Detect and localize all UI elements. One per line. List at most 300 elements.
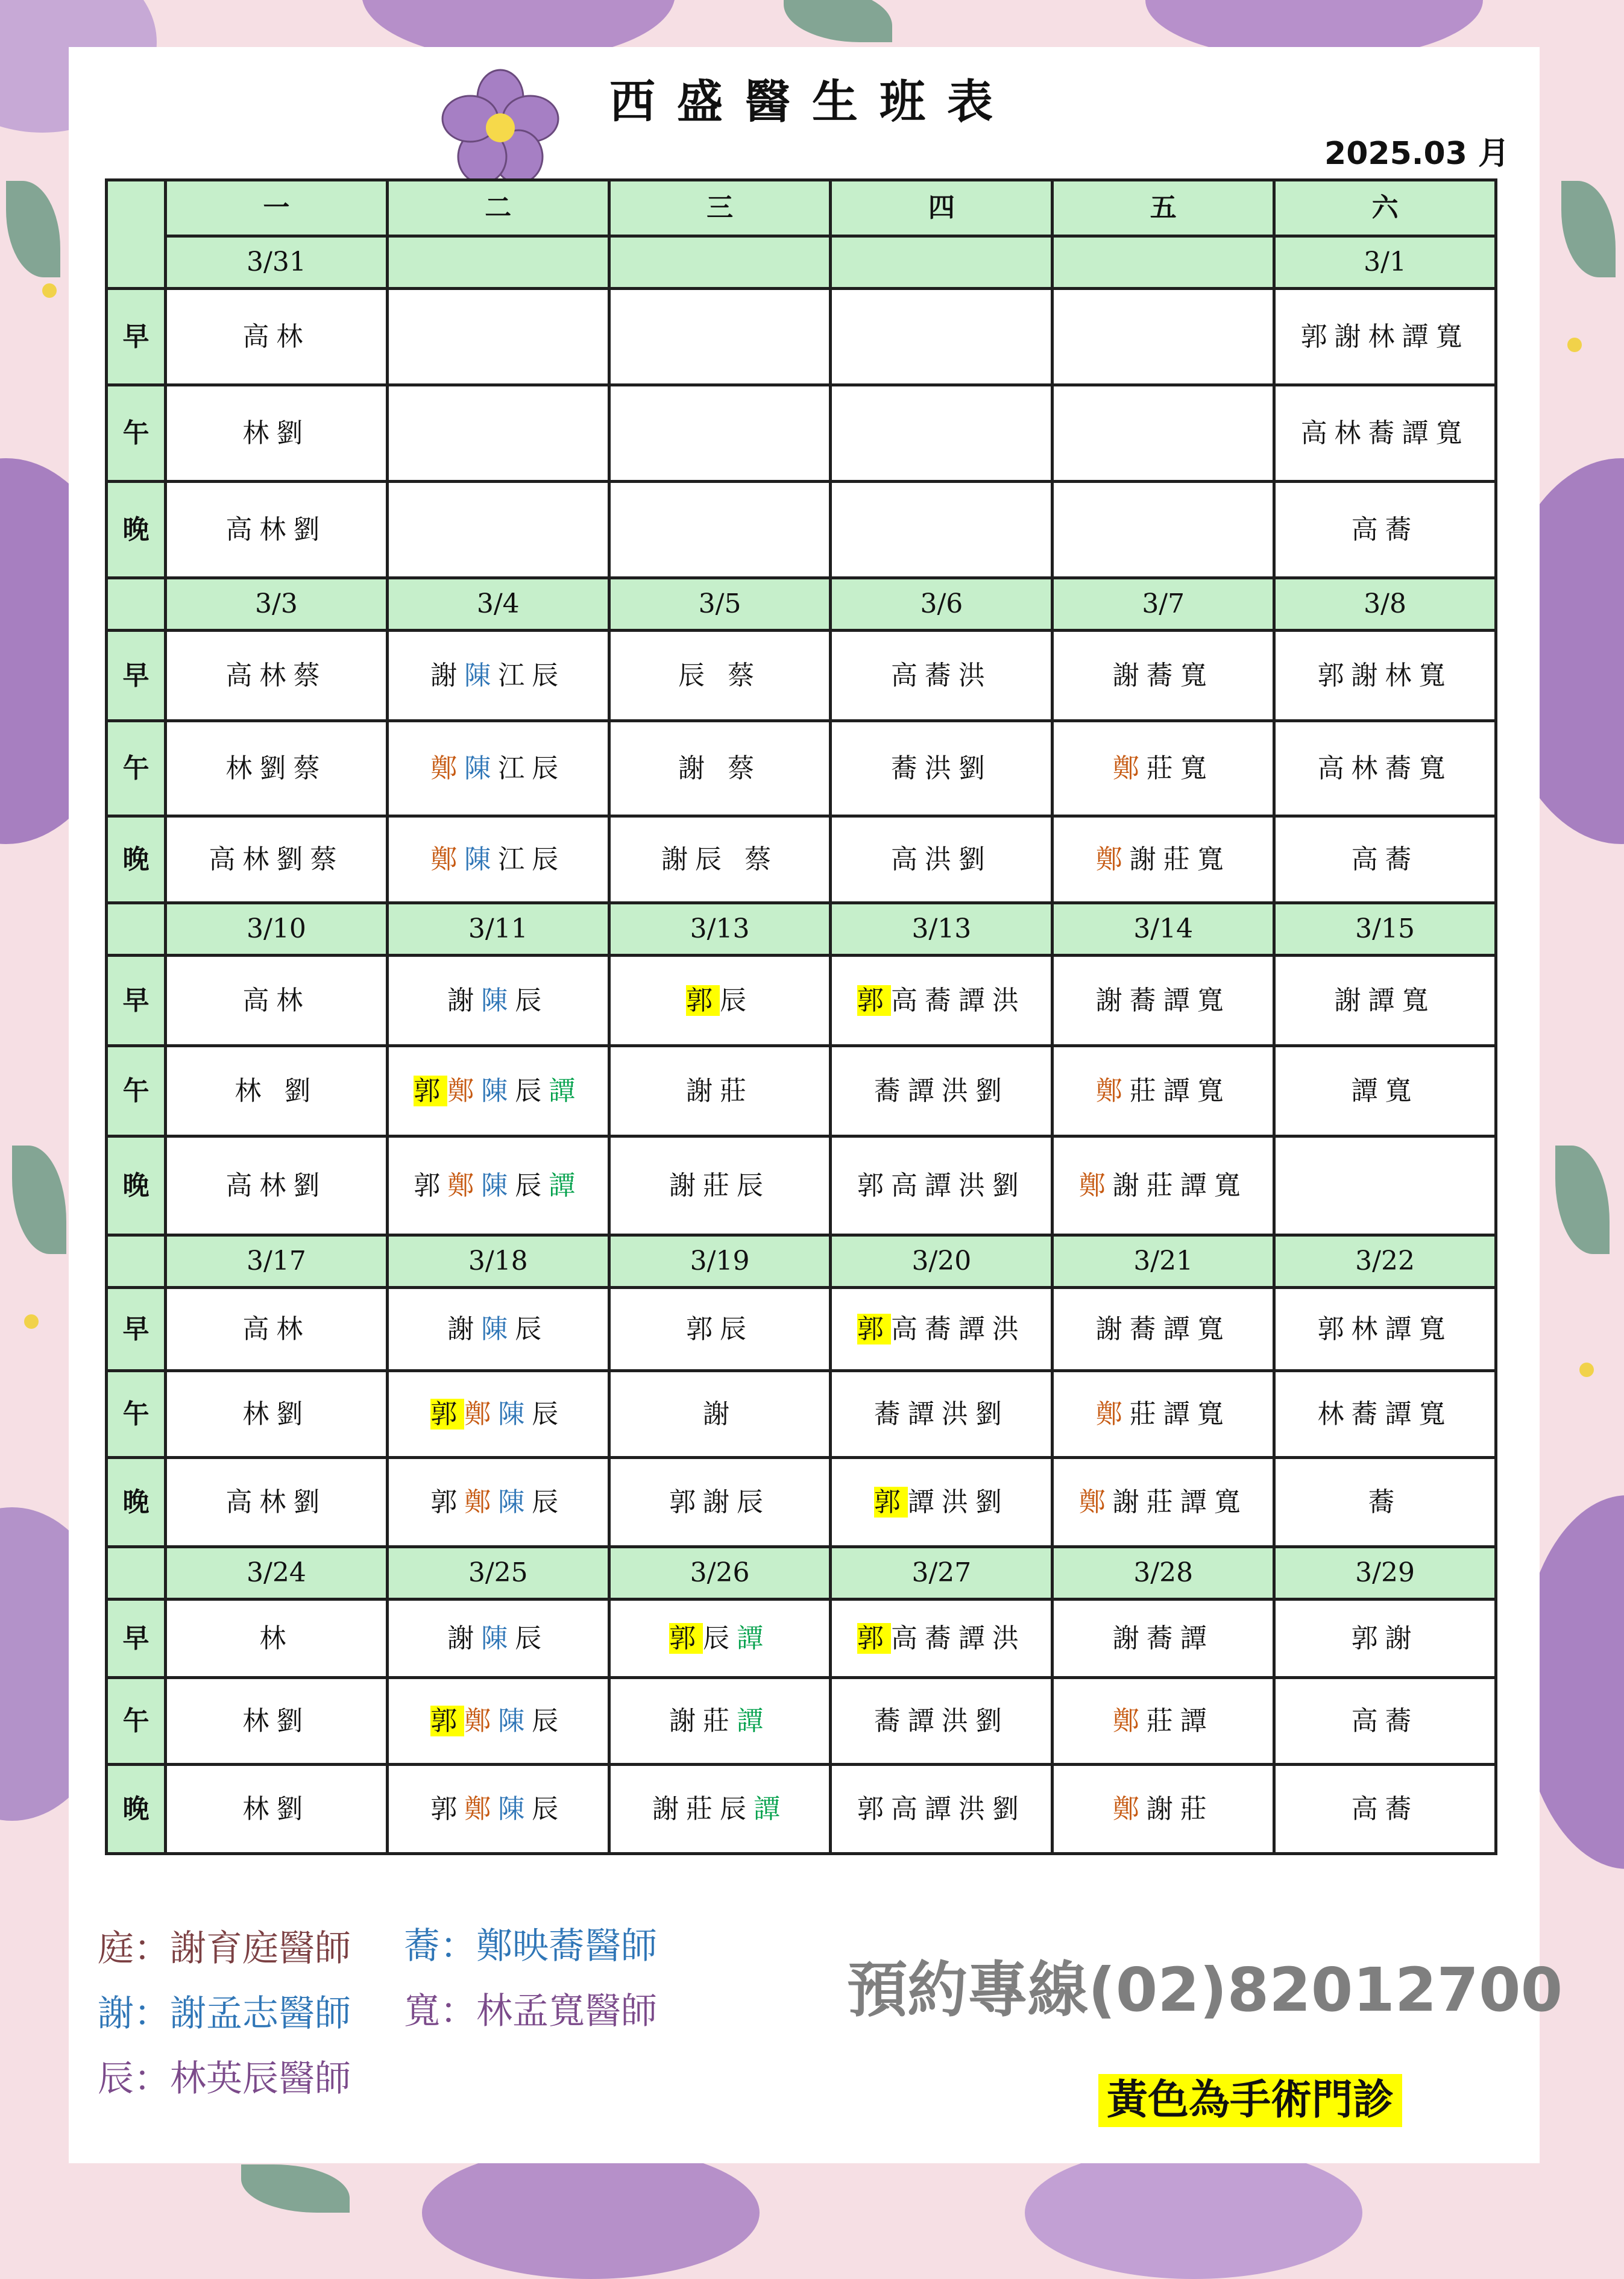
date-cell: 3/8 bbox=[1274, 578, 1496, 631]
shift-cell bbox=[831, 1678, 1053, 1765]
shift-cell bbox=[609, 1678, 831, 1765]
doctor-name: 高蕎譚洪 bbox=[890, 1313, 1026, 1344]
doctor-name: 鄭 bbox=[1095, 1398, 1130, 1429]
doctor-name: 高蕎譚洪 bbox=[890, 1622, 1026, 1654]
doctor-name: 譚 bbox=[754, 1793, 788, 1824]
weekday-header-row bbox=[107, 180, 1496, 236]
date-cell: 3/14 bbox=[1053, 903, 1274, 956]
doctor-name: 林 bbox=[259, 1622, 294, 1654]
doctor-name: 蕎 bbox=[1368, 1486, 1402, 1518]
shift-cell bbox=[387, 956, 609, 1046]
shift-cell bbox=[831, 1371, 1053, 1458]
doctor-name: 辰 bbox=[532, 1705, 566, 1736]
shift-cell bbox=[166, 956, 388, 1046]
doctor-name: 辰 bbox=[515, 1170, 549, 1201]
date-row-label bbox=[107, 578, 166, 631]
shift-cell bbox=[387, 1458, 609, 1547]
doctor-name: 鄭 bbox=[430, 843, 465, 875]
date-row bbox=[107, 903, 1496, 956]
shift-cell bbox=[1053, 631, 1274, 721]
shift-cell bbox=[166, 1136, 388, 1235]
doctor-name: 鄭 bbox=[464, 1793, 499, 1824]
date-row bbox=[107, 236, 1496, 289]
booking-phone: 預約專線(02)82012700 bbox=[847, 1955, 1563, 2025]
shift-label: 早 bbox=[107, 956, 166, 1046]
shift-cell bbox=[609, 956, 831, 1046]
doctor-name: 謝莊寬 bbox=[1129, 843, 1231, 875]
doctor-name: 謝 bbox=[430, 660, 465, 691]
doctor-schedule-table bbox=[105, 178, 1497, 1855]
surgery-doctor: 郭 bbox=[430, 1705, 465, 1736]
leaf-decoration-icon bbox=[1561, 181, 1616, 277]
shift-row bbox=[107, 1371, 1496, 1458]
doctor-name: 江辰 bbox=[498, 660, 566, 691]
doctor-name: 林劉 bbox=[242, 1793, 310, 1824]
shift-cell bbox=[1053, 816, 1274, 903]
doctor-name: 高林 bbox=[242, 1313, 310, 1344]
shift-label: 午 bbox=[107, 1678, 166, 1765]
shift-cell bbox=[831, 385, 1053, 482]
doctor-name: 陳 bbox=[498, 1398, 532, 1429]
date-row-label bbox=[107, 903, 166, 956]
doctor-name: 謝 bbox=[447, 985, 482, 1016]
doctor-name: 辰 bbox=[515, 1075, 549, 1106]
shift-cell bbox=[1053, 385, 1274, 482]
doctor-name: 鄭 bbox=[1078, 1486, 1113, 1518]
shift-cell bbox=[1053, 1678, 1274, 1765]
shift-cell bbox=[387, 631, 609, 721]
leaf-decoration-icon bbox=[241, 2164, 350, 2213]
doctor-name: 高蕎 bbox=[1351, 843, 1419, 875]
shift-cell bbox=[609, 721, 831, 816]
doctor-name: 高林劉 bbox=[225, 1170, 327, 1201]
shift-cell bbox=[609, 1136, 831, 1235]
weekday-header: 四 bbox=[831, 180, 1053, 236]
doctor-name: 陳 bbox=[464, 752, 499, 784]
shift-cell bbox=[166, 1288, 388, 1371]
doctor-name: 蕎洪劉 bbox=[890, 752, 992, 784]
date-cell: 3/27 bbox=[831, 1547, 1053, 1600]
date-row bbox=[107, 1235, 1496, 1288]
date-cell: 3/26 bbox=[609, 1547, 831, 1600]
shift-cell bbox=[831, 1046, 1053, 1136]
doctor-name: 辰 蔡 bbox=[678, 660, 762, 691]
shift-cell bbox=[166, 482, 388, 578]
shift-label: 午 bbox=[107, 385, 166, 482]
weekday-header: 二 bbox=[387, 180, 609, 236]
doctor-name: 鄭 bbox=[1112, 1793, 1147, 1824]
shift-cell bbox=[387, 1288, 609, 1371]
doctor-name: 辰 bbox=[703, 1622, 737, 1654]
surgery-doctor: 郭 bbox=[857, 1313, 891, 1344]
doctor-name: 謝莊辰 bbox=[669, 1170, 771, 1201]
shift-cell bbox=[1274, 956, 1496, 1046]
shift-row bbox=[107, 631, 1496, 721]
doctor-name: 謝莊譚寬 bbox=[1112, 1170, 1248, 1201]
shift-cell bbox=[1274, 1678, 1496, 1765]
shift-row bbox=[107, 1458, 1496, 1547]
shift-label: 晚 bbox=[107, 482, 166, 578]
shift-cell bbox=[609, 385, 831, 482]
doctor-name: 郭 bbox=[430, 1486, 465, 1518]
doctor-name: 謝蕎譚寬 bbox=[1095, 985, 1231, 1016]
doctor-name: 江辰 bbox=[498, 752, 566, 784]
shift-cell bbox=[1053, 1765, 1274, 1854]
doctor-name: 陳 bbox=[464, 843, 499, 875]
shift-cell bbox=[387, 289, 609, 385]
shift-cell bbox=[1274, 631, 1496, 721]
shift-cell bbox=[609, 1458, 831, 1547]
doctor-name: 辰 bbox=[515, 1313, 549, 1344]
date-cell: 3/29 bbox=[1274, 1547, 1496, 1600]
shift-cell bbox=[1274, 1136, 1496, 1235]
shift-cell bbox=[387, 1136, 609, 1235]
shift-cell bbox=[387, 385, 609, 482]
doctor-name: 蕎譚洪劉 bbox=[873, 1705, 1009, 1736]
page-title: 西盛醫生班表 bbox=[609, 75, 1015, 128]
shift-cell bbox=[166, 721, 388, 816]
doctor-name: 謝 bbox=[447, 1313, 482, 1344]
shift-cell bbox=[387, 482, 609, 578]
corner-cell bbox=[107, 180, 166, 289]
doctor-name: 林劉 bbox=[242, 1398, 310, 1429]
doctor-name: 高洪劉 bbox=[890, 843, 992, 875]
shift-cell bbox=[387, 1371, 609, 1458]
shift-cell bbox=[1274, 385, 1496, 482]
doctor-name: 辰 bbox=[532, 1398, 566, 1429]
doctor-name: 郭謝辰 bbox=[669, 1486, 771, 1518]
leaf-decoration-icon bbox=[1555, 1146, 1610, 1254]
doctor-name: 郭辰 bbox=[686, 1313, 754, 1344]
shift-cell bbox=[1053, 1600, 1274, 1678]
shift-cell bbox=[1053, 1371, 1274, 1458]
date-cell: 3/3 bbox=[166, 578, 388, 631]
shift-cell bbox=[609, 289, 831, 385]
doctor-name: 謝辰 蔡 bbox=[661, 843, 779, 875]
doctor-name: 高蕎 bbox=[1351, 1705, 1419, 1736]
date-cell: 3/13 bbox=[831, 903, 1053, 956]
shift-label: 早 bbox=[107, 1600, 166, 1678]
doctor-name: 陳 bbox=[481, 1313, 515, 1344]
shift-cell bbox=[1274, 1600, 1496, 1678]
shift-cell bbox=[1053, 289, 1274, 385]
shift-cell bbox=[387, 1600, 609, 1678]
doctor-name: 譚寬 bbox=[1351, 1075, 1419, 1106]
legend-item: 謝：謝孟志醫師 bbox=[98, 1993, 351, 2035]
shift-cell bbox=[609, 482, 831, 578]
surgery-note: 黃色為手術門診 bbox=[1098, 2074, 1402, 2127]
shift-cell bbox=[609, 1371, 831, 1458]
doctor-name: 譚 bbox=[549, 1075, 583, 1106]
doctor-name: 謝莊辰 bbox=[652, 1793, 754, 1824]
schedule-body bbox=[107, 180, 1496, 1854]
shift-label: 晚 bbox=[107, 1458, 166, 1547]
flower-decoration-icon bbox=[422, 2146, 760, 2279]
shift-cell bbox=[1053, 482, 1274, 578]
surgery-doctor: 郭 bbox=[414, 1075, 448, 1106]
legend-right bbox=[404, 1922, 657, 2035]
shift-cell bbox=[1053, 1288, 1274, 1371]
date-cell: 3/17 bbox=[166, 1235, 388, 1288]
shift-row bbox=[107, 289, 1496, 385]
legend-left bbox=[98, 1924, 351, 2103]
shift-cell bbox=[166, 631, 388, 721]
doctor-name: 辰 bbox=[515, 985, 549, 1016]
shift-cell bbox=[1053, 956, 1274, 1046]
shift-cell bbox=[609, 1600, 831, 1678]
date-row-label bbox=[107, 1235, 166, 1288]
shift-label: 午 bbox=[107, 1046, 166, 1136]
doctor-name: 辰 bbox=[515, 1622, 549, 1654]
surgery-doctor: 郭 bbox=[430, 1398, 465, 1429]
date-cell: 3/5 bbox=[609, 578, 831, 631]
shift-label: 午 bbox=[107, 721, 166, 816]
doctor-name: 陳 bbox=[481, 985, 515, 1016]
shift-cell bbox=[831, 1458, 1053, 1547]
date-row-label bbox=[107, 1547, 166, 1600]
doctor-name: 郭林譚寬 bbox=[1317, 1313, 1453, 1344]
shift-cell bbox=[831, 1765, 1053, 1854]
dot-decoration-icon bbox=[42, 283, 57, 298]
date-cell: 3/18 bbox=[387, 1235, 609, 1288]
weekday-header: 六 bbox=[1274, 180, 1496, 236]
shift-row bbox=[107, 1136, 1496, 1235]
shift-cell bbox=[831, 816, 1053, 903]
date-cell: 3/20 bbox=[831, 1235, 1053, 1288]
shift-row bbox=[107, 385, 1496, 482]
doctor-name: 辰 bbox=[720, 985, 754, 1016]
doctor-name: 高蕎洪 bbox=[890, 660, 992, 691]
shift-cell bbox=[831, 721, 1053, 816]
shift-cell bbox=[166, 816, 388, 903]
shift-label: 晚 bbox=[107, 1136, 166, 1235]
shift-cell bbox=[831, 1288, 1053, 1371]
surgery-doctor: 郭 bbox=[857, 985, 891, 1016]
shift-cell bbox=[1274, 1046, 1496, 1136]
shift-label: 早 bbox=[107, 631, 166, 721]
date-cell: 3/31 bbox=[166, 236, 388, 289]
doctor-name: 鄭 bbox=[447, 1170, 482, 1201]
surgery-doctor: 郭 bbox=[873, 1486, 908, 1518]
date-cell: 3/13 bbox=[609, 903, 831, 956]
date-cell: 3/4 bbox=[387, 578, 609, 631]
surgery-doctor: 郭 bbox=[669, 1622, 703, 1654]
shift-cell bbox=[831, 1136, 1053, 1235]
doctor-name: 鄭 bbox=[464, 1398, 499, 1429]
shift-row bbox=[107, 1046, 1496, 1136]
shift-cell bbox=[166, 289, 388, 385]
shift-cell bbox=[609, 631, 831, 721]
date-cell: 3/1 bbox=[1274, 236, 1496, 289]
doctor-name: 陳 bbox=[481, 1170, 515, 1201]
doctor-name: 辰 bbox=[532, 1793, 566, 1824]
date-cell bbox=[831, 236, 1053, 289]
dot-decoration-icon bbox=[24, 1314, 39, 1329]
doctor-name: 譚 bbox=[737, 1705, 771, 1736]
doctor-name: 譚 bbox=[549, 1170, 583, 1201]
shift-cell bbox=[166, 1371, 388, 1458]
dot-decoration-icon bbox=[1567, 338, 1582, 352]
shift-cell bbox=[1053, 1458, 1274, 1547]
doctor-name: 謝 bbox=[703, 1398, 737, 1429]
doctor-name: 郭高譚洪劉 bbox=[857, 1793, 1026, 1824]
doctor-name: 陳 bbox=[498, 1705, 532, 1736]
leaf-decoration-icon bbox=[12, 1146, 66, 1254]
shift-cell bbox=[1053, 721, 1274, 816]
legend-item: 寬：林孟寬醫師 bbox=[404, 1990, 657, 2032]
weekday-header: 三 bbox=[609, 180, 831, 236]
shift-cell bbox=[1274, 1371, 1496, 1458]
date-cell bbox=[387, 236, 609, 289]
shift-row bbox=[107, 1765, 1496, 1854]
shift-cell bbox=[387, 721, 609, 816]
doctor-name: 謝莊 bbox=[1146, 1793, 1214, 1824]
shift-row bbox=[107, 482, 1496, 578]
doctor-name: 高蕎 bbox=[1351, 1793, 1419, 1824]
dot-decoration-icon bbox=[1579, 1363, 1594, 1377]
doctor-name: 高林蕎譚寬 bbox=[1300, 417, 1470, 449]
shift-cell bbox=[166, 1600, 388, 1678]
date-cell bbox=[1053, 236, 1274, 289]
doctor-name: 鄭 bbox=[1095, 1075, 1130, 1106]
shift-cell bbox=[166, 1765, 388, 1854]
doctor-name: 蕎譚洪劉 bbox=[873, 1398, 1009, 1429]
shift-cell bbox=[387, 816, 609, 903]
doctor-name: 江辰 bbox=[498, 843, 566, 875]
doctor-name: 鄭 bbox=[1078, 1170, 1113, 1201]
doctor-name: 陳 bbox=[464, 660, 499, 691]
date-cell: 3/19 bbox=[609, 1235, 831, 1288]
shift-cell bbox=[1274, 721, 1496, 816]
doctor-name: 莊譚 bbox=[1146, 1705, 1214, 1736]
doctor-name: 陳 bbox=[481, 1075, 515, 1106]
doctor-name: 謝蕎譚 bbox=[1112, 1622, 1214, 1654]
doctor-name: 高蕎 bbox=[1351, 514, 1419, 545]
flower-decoration-icon bbox=[1025, 2146, 1362, 2279]
date-cell: 3/22 bbox=[1274, 1235, 1496, 1288]
doctor-name: 郭謝 bbox=[1351, 1622, 1419, 1654]
shift-cell bbox=[609, 1288, 831, 1371]
shift-row bbox=[107, 816, 1496, 903]
shift-label: 早 bbox=[107, 289, 166, 385]
doctor-name: 謝譚寬 bbox=[1334, 985, 1436, 1016]
doctor-name: 謝 bbox=[447, 1622, 482, 1654]
shift-cell bbox=[387, 1678, 609, 1765]
shift-label: 晚 bbox=[107, 816, 166, 903]
doctor-name: 林劉蔡 bbox=[225, 752, 327, 784]
legend-item: 辰：林英辰醫師 bbox=[98, 2058, 351, 2100]
doctor-name: 陳 bbox=[498, 1793, 532, 1824]
shift-cell bbox=[166, 1046, 388, 1136]
shift-cell bbox=[609, 1765, 831, 1854]
date-cell: 3/25 bbox=[387, 1547, 609, 1600]
doctor-name: 莊譚寬 bbox=[1129, 1075, 1231, 1106]
doctor-name: 鄭 bbox=[464, 1486, 499, 1518]
doctor-name: 高林蕎寬 bbox=[1317, 752, 1453, 784]
doctor-name: 莊譚寬 bbox=[1129, 1398, 1231, 1429]
shift-cell bbox=[1274, 1288, 1496, 1371]
shift-row bbox=[107, 1288, 1496, 1371]
shift-cell bbox=[831, 482, 1053, 578]
shift-cell bbox=[1274, 1458, 1496, 1547]
date-row bbox=[107, 1547, 1496, 1600]
doctor-name: 林劉 bbox=[242, 1705, 310, 1736]
shift-label: 早 bbox=[107, 1288, 166, 1371]
shift-row bbox=[107, 956, 1496, 1046]
surgery-doctor: 郭 bbox=[686, 985, 720, 1016]
doctor-name: 高林蔡 bbox=[225, 660, 327, 691]
doctor-name: 林 劉 bbox=[234, 1075, 318, 1106]
date-cell bbox=[609, 236, 831, 289]
date-row bbox=[107, 578, 1496, 631]
weekday-header: 五 bbox=[1053, 180, 1274, 236]
doctor-name: 辰 bbox=[532, 1486, 566, 1518]
doctor-name: 高林 bbox=[242, 321, 310, 352]
shift-row bbox=[107, 1600, 1496, 1678]
doctor-name: 謝莊 bbox=[669, 1705, 737, 1736]
doctor-name: 林劉 bbox=[242, 417, 310, 449]
doctor-name: 謝蕎譚寬 bbox=[1095, 1313, 1231, 1344]
shift-row bbox=[107, 1678, 1496, 1765]
shift-cell bbox=[609, 1046, 831, 1136]
shift-cell bbox=[609, 816, 831, 903]
shift-cell bbox=[1053, 1136, 1274, 1235]
doctor-name: 謝蕎寬 bbox=[1112, 660, 1214, 691]
shift-cell bbox=[831, 631, 1053, 721]
shift-row bbox=[107, 721, 1496, 816]
shift-cell bbox=[831, 289, 1053, 385]
legend-item: 蕎：鄭映蕎醫師 bbox=[404, 1925, 657, 1967]
doctor-name: 陳 bbox=[481, 1622, 515, 1654]
doctor-name: 鄭 bbox=[1112, 752, 1147, 784]
legend-item: 庭：謝育庭醫師 bbox=[98, 1928, 351, 1970]
shift-cell bbox=[387, 1765, 609, 1854]
shift-cell bbox=[1053, 1046, 1274, 1136]
doctor-name: 謝莊譚寬 bbox=[1112, 1486, 1248, 1518]
month-label: 2025.03 月 bbox=[1324, 136, 1509, 172]
shift-cell bbox=[831, 1600, 1053, 1678]
date-cell: 3/24 bbox=[166, 1547, 388, 1600]
date-cell: 3/28 bbox=[1053, 1547, 1274, 1600]
doctor-name: 鄭 bbox=[1095, 843, 1130, 875]
shift-cell bbox=[166, 1458, 388, 1547]
shift-label: 晚 bbox=[107, 1765, 166, 1854]
shift-label: 午 bbox=[107, 1371, 166, 1458]
doctor-name: 高林劉 bbox=[225, 514, 327, 545]
shift-cell bbox=[166, 1678, 388, 1765]
shift-cell bbox=[1274, 816, 1496, 903]
doctor-name: 莊寬 bbox=[1146, 752, 1214, 784]
shift-cell bbox=[831, 956, 1053, 1046]
doctor-name: 謝莊 bbox=[686, 1075, 754, 1106]
doctor-name: 鄭 bbox=[464, 1705, 499, 1736]
surgery-doctor: 郭 bbox=[857, 1622, 891, 1654]
leaf-decoration-icon bbox=[784, 0, 892, 42]
shift-cell bbox=[1274, 482, 1496, 578]
shift-cell bbox=[1274, 1765, 1496, 1854]
doctor-name: 鄭 bbox=[1112, 1705, 1147, 1736]
doctor-name: 高林劉 bbox=[225, 1486, 327, 1518]
doctor-name: 郭高譚洪劉 bbox=[857, 1170, 1026, 1201]
leaf-decoration-icon bbox=[6, 181, 60, 277]
doctor-name: 郭 bbox=[414, 1170, 448, 1201]
doctor-name: 鄭 bbox=[430, 752, 465, 784]
doctor-name: 蕎譚洪劉 bbox=[873, 1075, 1009, 1106]
doctor-name: 郭謝林寬 bbox=[1317, 660, 1453, 691]
doctor-name: 郭 bbox=[430, 1793, 465, 1824]
doctor-name: 謝 蔡 bbox=[678, 752, 762, 784]
shift-cell bbox=[166, 385, 388, 482]
